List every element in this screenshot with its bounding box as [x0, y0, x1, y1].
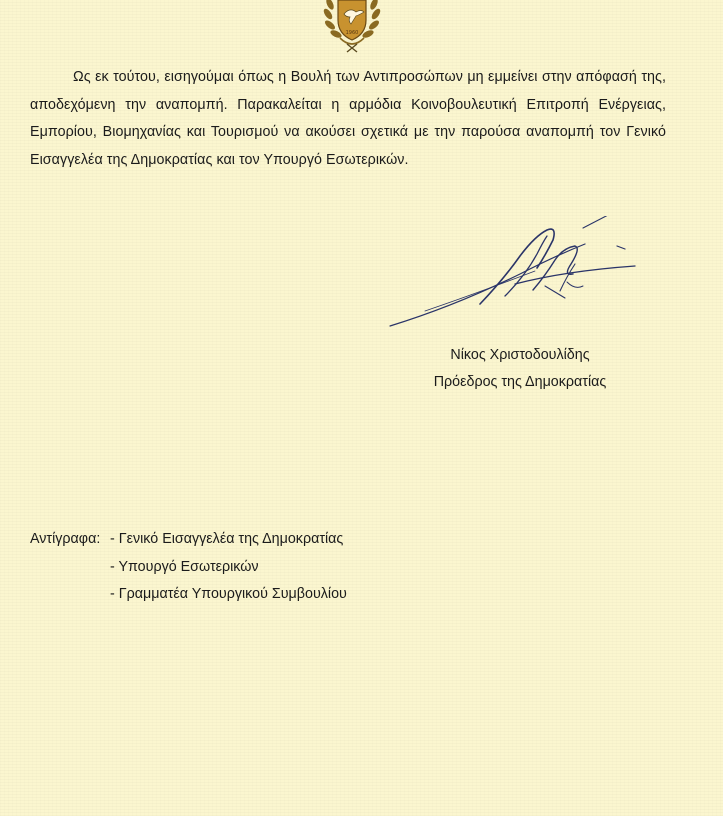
- coat-of-arms-icon: [320, 0, 384, 60]
- copies-list: [110, 526, 347, 609]
- signatory-name: Νίκος Χριστοδουλίδης: [450, 347, 590, 363]
- emblem-year: 1960: [345, 30, 359, 36]
- copies-recipient: - Υπουργό Εσωτερικών: [110, 558, 259, 575]
- signatory-title: Πρόεδρος της Δημοκρατίας: [433, 374, 607, 390]
- copies-label: Αντίγραφα:: [30, 531, 101, 547]
- copies-recipient: - Γραμματέα Υπουργικού Συμβουλίου: [110, 586, 347, 602]
- copies-recipient: - Γενικό Εισαγγελέα της Δημοκρατίας: [110, 531, 344, 547]
- letter-paragraph: Ως εκ τούτου, εισηγούμαι όπως η Βουλή των Αντιπροσώπων μη εμμείνει στην απόφασή της, αποδεχόμενη την αναπομπή. Παρακαλείται η αρμόδια Κοινοβουλευτική Επιτροπή Ενέργειας, Εμπορίου, Βιομηχανίας και Τουρισμού να ακούσει σχετικά με την παρούσα αναπομπή τον Γενικό Εισαγγελέα της Δημοκρατίας και τον Υπουργό Εσωτερικών.: [30, 69, 666, 168]
- signature-icon: [385, 216, 645, 332]
